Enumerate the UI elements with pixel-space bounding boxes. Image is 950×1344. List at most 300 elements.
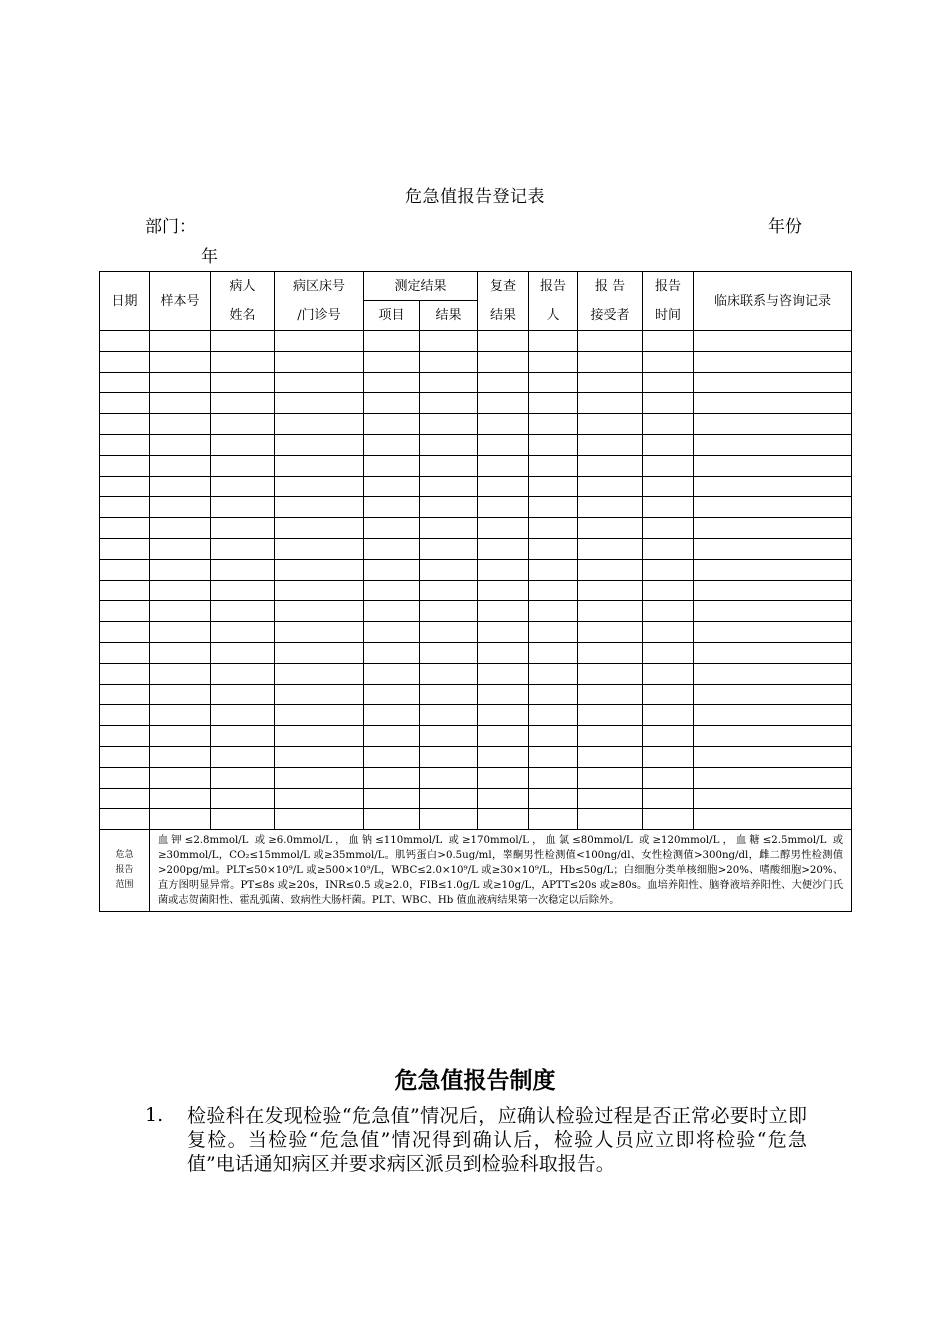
- blank-cell: [694, 518, 852, 539]
- blank-cell: [275, 393, 364, 414]
- blank-cell: [529, 642, 578, 663]
- blank-cell: [364, 809, 420, 830]
- blank-cell: [364, 559, 420, 580]
- blank-cell: [478, 726, 529, 747]
- blank-cell: [275, 726, 364, 747]
- blank-cell: [478, 788, 529, 809]
- blank-cell: [529, 726, 578, 747]
- blank-row: [100, 476, 852, 497]
- blank-cell: [420, 622, 478, 643]
- blank-cell: [643, 601, 694, 622]
- blank-cell: [275, 788, 364, 809]
- blank-cell: [364, 518, 420, 539]
- blank-cell: [275, 538, 364, 559]
- blank-cell: [420, 726, 478, 747]
- blank-cell: [150, 393, 211, 414]
- header-row-1: [100, 272, 852, 301]
- blank-row: [100, 538, 852, 559]
- header-reporter: [529, 272, 578, 331]
- blank-cell: [364, 684, 420, 705]
- blank-cell: [529, 476, 578, 497]
- blank-cell: [150, 622, 211, 643]
- blank-cell: [100, 809, 150, 830]
- header-report-time: [643, 272, 694, 331]
- blank-cell: [578, 414, 643, 435]
- blank-cell: [420, 351, 478, 372]
- blank-cell: [211, 372, 275, 393]
- blank-cell: [694, 684, 852, 705]
- blank-cell: [150, 518, 211, 539]
- blank-cell: [275, 497, 364, 518]
- blank-cell: [578, 518, 643, 539]
- blank-cell: [643, 331, 694, 352]
- header-report-time-line1: 报告: [655, 279, 682, 294]
- blank-cell: [211, 705, 275, 726]
- blank-cell: [578, 476, 643, 497]
- blank-cell: [364, 414, 420, 435]
- blank-cell: [529, 455, 578, 476]
- blank-cell: [694, 497, 852, 518]
- blank-cell: [150, 642, 211, 663]
- blank-cell: [529, 580, 578, 601]
- header-reporter-line1: 报告: [540, 279, 567, 294]
- blank-row: [100, 351, 852, 372]
- blank-cell: [420, 518, 478, 539]
- blank-cell: [150, 351, 211, 372]
- blank-cell: [578, 497, 643, 518]
- blank-cell: [578, 684, 643, 705]
- department-label: 部门：: [145, 217, 196, 237]
- header-sample-no: 样本号: [150, 272, 211, 331]
- blank-cell: [150, 414, 211, 435]
- header-receiver-line1: 报 告: [594, 279, 626, 294]
- blank-cell: [578, 538, 643, 559]
- blank-cell: [529, 809, 578, 830]
- blank-cell: [529, 497, 578, 518]
- header-patient-name-line2: 姓名: [229, 308, 256, 323]
- blank-cell: [275, 372, 364, 393]
- blank-cell: [420, 580, 478, 601]
- blank-cell: [478, 393, 529, 414]
- header-patient-name: [211, 272, 275, 331]
- header-item: 项目: [364, 301, 420, 331]
- year-label-left: 年: [201, 247, 218, 267]
- blank-cell: [578, 455, 643, 476]
- blank-cell: [364, 746, 420, 767]
- blank-cell: [211, 642, 275, 663]
- header-ward-bed-line1: 病区床号: [292, 279, 345, 294]
- blank-cell: [694, 663, 852, 684]
- blank-cell: [529, 559, 578, 580]
- blank-cell: [211, 331, 275, 352]
- blank-cell: [211, 684, 275, 705]
- blank-cell: [275, 663, 364, 684]
- blank-cell: [364, 393, 420, 414]
- blank-cell: [275, 331, 364, 352]
- blank-cell: [529, 414, 578, 435]
- blank-row: [100, 788, 852, 809]
- blank-cell: [643, 767, 694, 788]
- blank-cell: [275, 601, 364, 622]
- blank-row: [100, 642, 852, 663]
- blank-cell: [529, 393, 578, 414]
- blank-cell: [478, 414, 529, 435]
- header-result: 结果: [420, 301, 478, 331]
- blank-cell: [478, 622, 529, 643]
- blank-row: [100, 559, 852, 580]
- header-patient-name-line1: 病人: [229, 279, 256, 294]
- blank-cell: [150, 497, 211, 518]
- blank-cell: [211, 622, 275, 643]
- blank-row: [100, 746, 852, 767]
- blank-cell: [578, 622, 643, 643]
- blank-cell: [529, 622, 578, 643]
- blank-cell: [420, 455, 478, 476]
- blank-cell: [694, 601, 852, 622]
- blank-cell: [100, 476, 150, 497]
- blank-cell: [578, 351, 643, 372]
- blank-cell: [694, 372, 852, 393]
- blank-cell: [529, 767, 578, 788]
- blank-cell: [275, 684, 364, 705]
- policy-item-number: 1.: [145, 1104, 164, 1126]
- blank-cell: [211, 726, 275, 747]
- header-recheck-line1: 复查: [490, 279, 517, 294]
- blank-cell: [478, 455, 529, 476]
- blank-cell: [150, 455, 211, 476]
- year-label-right: 年份: [768, 217, 802, 237]
- header-report-time-line2: 时间: [655, 308, 682, 323]
- blank-cell: [275, 642, 364, 663]
- blank-cell: [694, 538, 852, 559]
- blank-cell: [578, 434, 643, 455]
- blank-cell: [364, 538, 420, 559]
- blank-cell: [150, 434, 211, 455]
- blank-cell: [100, 601, 150, 622]
- blank-row: [100, 663, 852, 684]
- blank-cell: [275, 809, 364, 830]
- blank-cell: [578, 767, 643, 788]
- blank-cell: [529, 788, 578, 809]
- blank-cell: [643, 434, 694, 455]
- blank-cell: [643, 726, 694, 747]
- blank-cell: [694, 622, 852, 643]
- blank-cell: [578, 809, 643, 830]
- blank-cell: [643, 788, 694, 809]
- blank-cell: [578, 726, 643, 747]
- blank-cell: [420, 331, 478, 352]
- blank-cell: [100, 559, 150, 580]
- blank-cell: [529, 705, 578, 726]
- blank-cell: [150, 538, 211, 559]
- blank-cell: [150, 559, 211, 580]
- blank-cell: [643, 580, 694, 601]
- blank-cell: [364, 726, 420, 747]
- blank-cell: [643, 518, 694, 539]
- blank-cell: [643, 705, 694, 726]
- blank-cell: [643, 372, 694, 393]
- blank-cell: [529, 518, 578, 539]
- blank-cell: [364, 455, 420, 476]
- blank-cell: [578, 663, 643, 684]
- header-ward-bed-line2: /门诊号: [297, 308, 341, 323]
- blank-cell: [694, 705, 852, 726]
- header-clinical-record: 临床联系与咨询记录: [694, 272, 852, 331]
- blank-cell: [578, 372, 643, 393]
- blank-cell: [420, 476, 478, 497]
- header-measure-result: 测定结果: [364, 272, 478, 301]
- blank-cell: [420, 663, 478, 684]
- blank-cell: [150, 746, 211, 767]
- blank-cell: [364, 767, 420, 788]
- blank-cell: [643, 455, 694, 476]
- blank-cell: [478, 476, 529, 497]
- blank-cell: [420, 809, 478, 830]
- blank-cell: [150, 705, 211, 726]
- blank-cell: [420, 746, 478, 767]
- blank-cell: [420, 434, 478, 455]
- blank-row: [100, 331, 852, 352]
- blank-row: [100, 767, 852, 788]
- blank-cell: [275, 622, 364, 643]
- blank-cell: [100, 497, 150, 518]
- blank-cell: [100, 538, 150, 559]
- blank-cell: [275, 455, 364, 476]
- blank-rows: [100, 331, 852, 830]
- blank-cell: [643, 538, 694, 559]
- blank-cell: [478, 580, 529, 601]
- blank-cell: [478, 601, 529, 622]
- blank-cell: [211, 559, 275, 580]
- blank-cell: [150, 601, 211, 622]
- blank-cell: [364, 434, 420, 455]
- blank-cell: [364, 601, 420, 622]
- blank-cell: [420, 684, 478, 705]
- blank-cell: [478, 372, 529, 393]
- blank-cell: [150, 372, 211, 393]
- blank-cell: [478, 559, 529, 580]
- blank-row: [100, 809, 852, 830]
- blank-cell: [420, 497, 478, 518]
- blank-cell: [275, 705, 364, 726]
- header-recheck-line2: 结果: [490, 308, 517, 323]
- critical-range-row: [100, 830, 852, 912]
- header-recheck-result: [478, 272, 529, 331]
- blank-cell: [211, 601, 275, 622]
- blank-cell: [694, 414, 852, 435]
- blank-cell: [694, 580, 852, 601]
- blank-cell: [364, 476, 420, 497]
- blank-cell: [643, 497, 694, 518]
- blank-cell: [211, 663, 275, 684]
- blank-cell: [529, 746, 578, 767]
- blank-cell: [578, 580, 643, 601]
- critical-range-text: 血钾≤2.8mmol/L 或≥6.0mmol/L，血钠≤110mmol/L 或≥170mmol/L，血氯≤80mmol/L 或≥120mmol/L，血糖≤2.5mmol/L 或≥30mmol/L，CO₂≤15mmol/L 或≥35mmol/L。肌钙蛋白>0.5ug/ml，睾酮男性检测值<100ng/dl、女性检测值>300ng/dl，雌二醇男性检测值>200pg/ml。PLT≤50×10⁹/L 或≥500×10⁹/L，WBC≤2.0×10⁹/L 或≥30×10⁹/L，Hb≤50g/L；白细胞分类单核细胞>20%、嗜酸细胞>20%、直方图明显异常。PT≤8s 或≥20s，INR≤0.5 或≥2.0，FIB≤1.0g/L 或≥10g/L，APTT≤20s 或≥80s。血培养阳性、脑脊液培养阳性、大便沙门氏菌或志贺菌阳性、霍乱弧菌、致病性大肠杆菌。PLT、WBC、Hb 值血液病结果第一次稳定以后除外。: [150, 830, 852, 912]
- blank-cell: [478, 351, 529, 372]
- blank-cell: [100, 455, 150, 476]
- critical-value-register-table: [99, 271, 852, 912]
- blank-cell: [100, 622, 150, 643]
- blank-cell: [364, 331, 420, 352]
- blank-cell: [364, 663, 420, 684]
- blank-cell: [478, 809, 529, 830]
- blank-cell: [694, 559, 852, 580]
- blank-row: [100, 497, 852, 518]
- blank-cell: [529, 351, 578, 372]
- blank-cell: [694, 642, 852, 663]
- blank-cell: [478, 497, 529, 518]
- blank-row: [100, 455, 852, 476]
- blank-cell: [478, 684, 529, 705]
- blank-cell: [643, 393, 694, 414]
- blank-cell: [529, 601, 578, 622]
- blank-cell: [578, 746, 643, 767]
- blank-cell: [150, 663, 211, 684]
- blank-cell: [478, 331, 529, 352]
- blank-cell: [478, 746, 529, 767]
- blank-row: [100, 684, 852, 705]
- blank-cell: [364, 788, 420, 809]
- blank-cell: [275, 518, 364, 539]
- blank-cell: [150, 684, 211, 705]
- blank-cell: [211, 351, 275, 372]
- blank-cell: [643, 684, 694, 705]
- blank-cell: [211, 788, 275, 809]
- blank-cell: [529, 434, 578, 455]
- blank-cell: [211, 476, 275, 497]
- blank-cell: [100, 393, 150, 414]
- blank-cell: [100, 767, 150, 788]
- blank-row: [100, 601, 852, 622]
- blank-cell: [694, 476, 852, 497]
- blank-row: [100, 434, 852, 455]
- blank-cell: [420, 642, 478, 663]
- blank-cell: [150, 476, 211, 497]
- blank-cell: [578, 559, 643, 580]
- blank-cell: [420, 414, 478, 435]
- blank-cell: [364, 622, 420, 643]
- blank-row: [100, 518, 852, 539]
- blank-cell: [364, 497, 420, 518]
- range-label-line1: 危急: [115, 850, 134, 861]
- blank-cell: [211, 538, 275, 559]
- header-date: 日期: [100, 272, 150, 331]
- blank-cell: [529, 372, 578, 393]
- blank-cell: [643, 809, 694, 830]
- blank-cell: [694, 809, 852, 830]
- blank-cell: [529, 663, 578, 684]
- blank-cell: [100, 580, 150, 601]
- blank-cell: [643, 414, 694, 435]
- blank-cell: [420, 767, 478, 788]
- blank-cell: [100, 434, 150, 455]
- blank-cell: [643, 746, 694, 767]
- blank-cell: [275, 351, 364, 372]
- header-ward-bed: [275, 272, 364, 331]
- blank-cell: [364, 351, 420, 372]
- policy-title: 危急值报告制度: [394, 1068, 556, 1094]
- blank-cell: [694, 351, 852, 372]
- blank-cell: [275, 476, 364, 497]
- blank-cell: [100, 351, 150, 372]
- blank-cell: [275, 559, 364, 580]
- blank-cell: [694, 434, 852, 455]
- blank-cell: [643, 476, 694, 497]
- blank-cell: [275, 580, 364, 601]
- blank-cell: [364, 372, 420, 393]
- blank-row: [100, 726, 852, 747]
- blank-cell: [578, 705, 643, 726]
- blank-cell: [150, 788, 211, 809]
- blank-cell: [694, 788, 852, 809]
- blank-cell: [100, 518, 150, 539]
- blank-cell: [100, 726, 150, 747]
- blank-cell: [364, 642, 420, 663]
- blank-row: [100, 372, 852, 393]
- blank-cell: [100, 663, 150, 684]
- blank-cell: [211, 580, 275, 601]
- policy-item-text: 检验科在发现检验“危急值”情况后，应确认检验过程是否正常必要时立即复检。当检验“危急值”情况得到确认后，检验人员应立即将检验“危急值”电话通知病区并要求病区派员到检验科取报告。: [187, 1105, 807, 1175]
- blank-cell: [694, 767, 852, 788]
- blank-cell: [211, 455, 275, 476]
- blank-cell: [211, 809, 275, 830]
- blank-cell: [420, 788, 478, 809]
- form-title: 危急值报告登记表: [405, 187, 545, 207]
- blank-cell: [211, 497, 275, 518]
- blank-cell: [578, 393, 643, 414]
- header-receiver: [578, 272, 643, 331]
- blank-cell: [211, 746, 275, 767]
- blank-row: [100, 393, 852, 414]
- blank-cell: [100, 746, 150, 767]
- blank-cell: [478, 663, 529, 684]
- blank-cell: [275, 746, 364, 767]
- range-label-line2: 报告: [115, 865, 134, 876]
- blank-cell: [211, 518, 275, 539]
- blank-cell: [478, 518, 529, 539]
- blank-cell: [100, 642, 150, 663]
- blank-row: [100, 414, 852, 435]
- blank-cell: [478, 434, 529, 455]
- blank-cell: [643, 622, 694, 643]
- blank-cell: [578, 642, 643, 663]
- blank-cell: [694, 746, 852, 767]
- blank-cell: [578, 331, 643, 352]
- blank-cell: [578, 788, 643, 809]
- blank-cell: [478, 538, 529, 559]
- blank-cell: [420, 538, 478, 559]
- blank-row: [100, 705, 852, 726]
- blank-row: [100, 622, 852, 643]
- critical-range-label: [100, 830, 150, 912]
- blank-cell: [211, 767, 275, 788]
- blank-cell: [100, 372, 150, 393]
- blank-cell: [529, 331, 578, 352]
- blank-cell: [578, 601, 643, 622]
- blank-cell: [643, 559, 694, 580]
- blank-cell: [643, 663, 694, 684]
- blank-cell: [529, 538, 578, 559]
- blank-cell: [150, 767, 211, 788]
- range-label-line3: 范围: [115, 880, 134, 891]
- blank-cell: [529, 684, 578, 705]
- blank-cell: [364, 580, 420, 601]
- blank-cell: [100, 684, 150, 705]
- blank-cell: [211, 393, 275, 414]
- blank-cell: [150, 331, 211, 352]
- blank-cell: [150, 726, 211, 747]
- blank-cell: [275, 414, 364, 435]
